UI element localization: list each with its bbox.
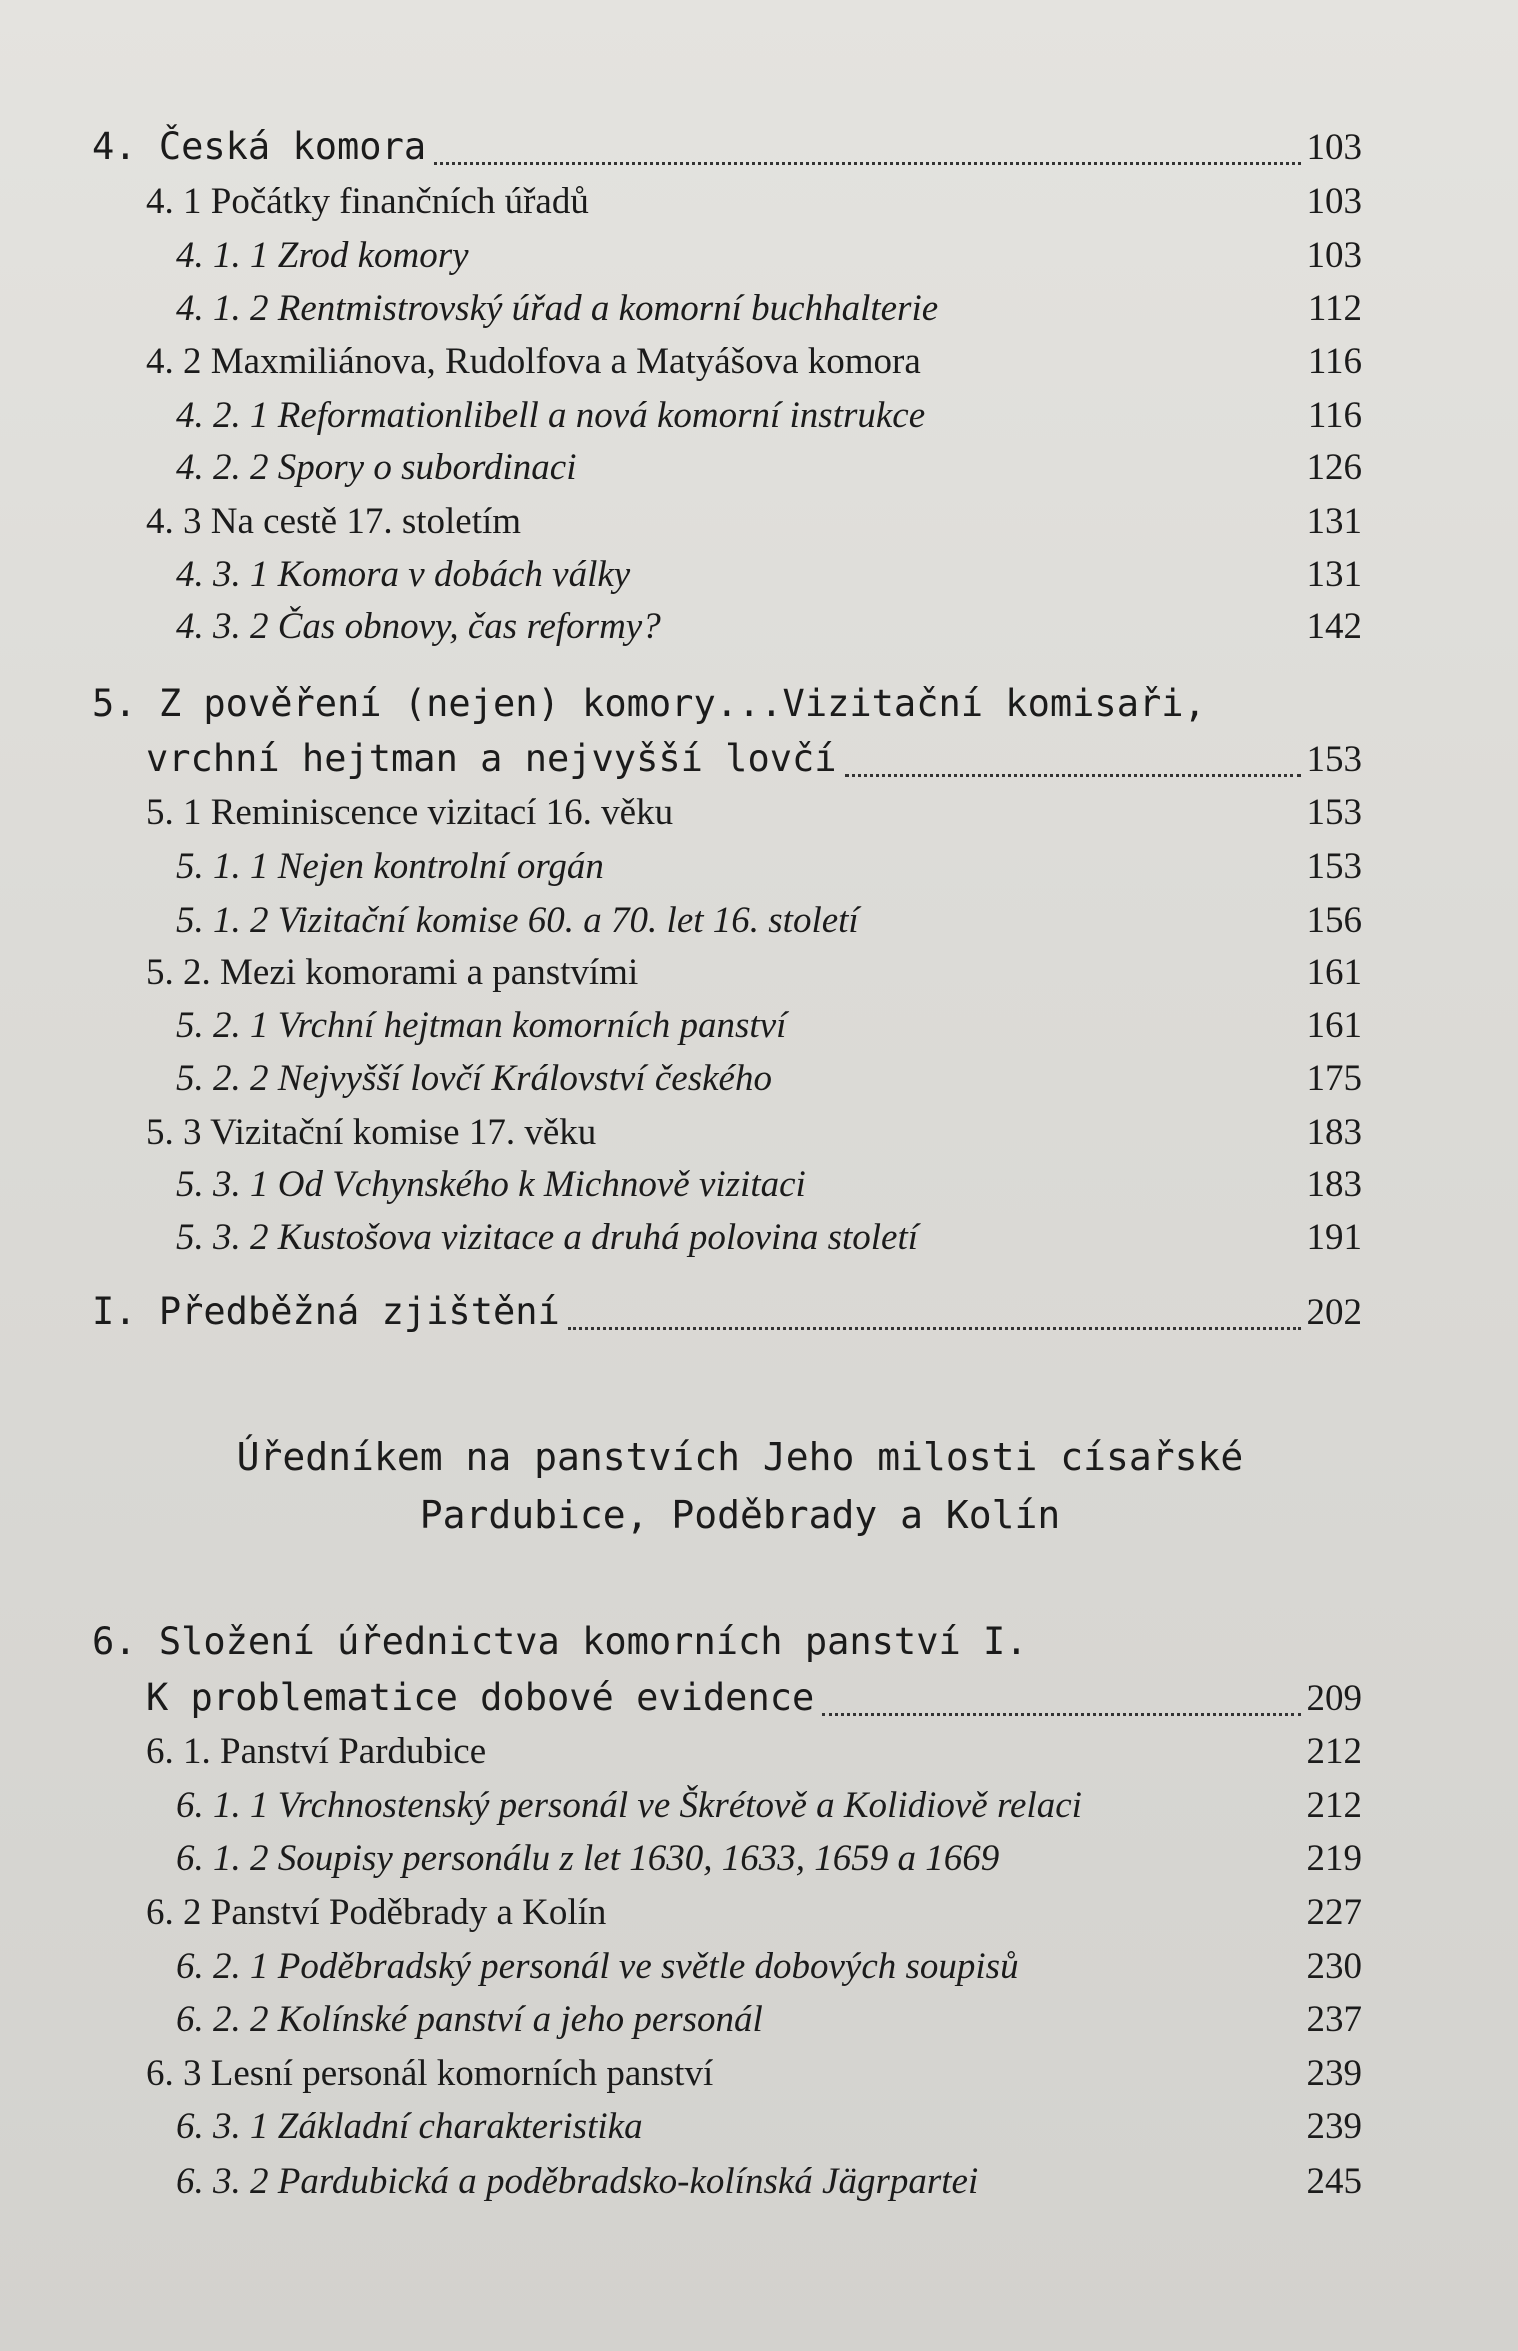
toc-entry bbox=[176, 287, 1362, 337]
toc-entry-title: 6. 2 Panství Poděbrady a Kolín bbox=[146, 1892, 607, 1933]
toc-entry bbox=[176, 845, 1362, 895]
toc-entry-title: 4. 3. 2 Čas obnovy, čas reformy? bbox=[176, 606, 661, 647]
toc-entry bbox=[176, 553, 1362, 603]
toc-entry-title: 6. Složení úřednictva komorních panství I. bbox=[92, 1620, 1028, 1663]
toc-entry-page-number: 237 bbox=[1306, 1999, 1362, 2040]
toc-entry-page-number: 153 bbox=[1306, 739, 1362, 780]
toc-entry-title: 4. Česká komora bbox=[92, 125, 427, 168]
toc-entry bbox=[176, 1163, 1362, 1213]
part-heading-line-1: Úředníkem na panstvích Jeho milosti císařské bbox=[236, 1435, 1244, 1479]
toc-entry bbox=[146, 500, 1362, 550]
toc-entry-title: 5. 1. 2 Vizitační komise 60. a 70. let 16. století bbox=[176, 900, 859, 941]
dot-leader bbox=[845, 773, 1301, 777]
toc-entry-title: 6. 3. 2 Pardubická a poděbradsko-kolínská Jägrpartei bbox=[176, 2161, 979, 2202]
toc-entry-page-number: 153 bbox=[1306, 846, 1362, 887]
toc-entry bbox=[176, 1998, 1362, 2048]
toc-entry-page-number: 103 bbox=[1306, 181, 1362, 222]
dot-leader bbox=[822, 1712, 1300, 1716]
toc-entry bbox=[176, 1216, 1362, 1266]
toc-entry bbox=[146, 1730, 1362, 1780]
toc-entry-title: 4. 1 Počátky finančních úřadů bbox=[146, 181, 589, 222]
toc-entry-title: 6. 1. 1 Vrchnostenský personál ve Škrétově a Kolidiově relaci bbox=[176, 1785, 1082, 1826]
toc-entry-title: 6. 1. 2 Soupisy personálu z let 1630, 1633, 1659 a 1669 bbox=[176, 1838, 1000, 1879]
toc-entry-title: 4. 1. 2 Rentmistrovský úřad a komorní buchhalterie bbox=[176, 288, 939, 329]
toc-entry-title: K problematice dobové evidence bbox=[146, 1676, 815, 1719]
toc-entry-page-number: 239 bbox=[1306, 2106, 1362, 2147]
toc-entry bbox=[146, 180, 1362, 230]
toc-entry-title: 4. 3 Na cestě 17. stoletím bbox=[146, 501, 522, 542]
toc-entry bbox=[176, 234, 1362, 284]
toc-entry-title: 4. 2. 1 Reformationlibell a nová komorní instrukce bbox=[176, 395, 926, 436]
toc-entry-title: 4. 1. 1 Zrod komory bbox=[176, 235, 469, 276]
toc-entry-page-number: 103 bbox=[1306, 127, 1362, 168]
toc-entry bbox=[176, 1945, 1362, 1995]
toc-entry bbox=[176, 899, 1362, 949]
toc-entry-title: 5. 2. Mezi komorami a panstvími bbox=[146, 952, 639, 993]
toc-entry bbox=[146, 1676, 1362, 1726]
toc-entry-title: 5. 3. 2 Kustošova vizitace a druhá polovina století bbox=[176, 1217, 919, 1258]
toc-entry-page-number: 142 bbox=[1306, 606, 1362, 647]
toc-entry bbox=[146, 340, 1362, 390]
toc-entry-page-number: 202 bbox=[1306, 1292, 1362, 1333]
toc-entry-title: 5. 2. 2 Nejvyšší lovčí Království českého bbox=[176, 1058, 772, 1099]
toc-entry-title: 5. 1. 1 Nejen kontrolní orgán bbox=[176, 846, 604, 887]
toc-entry bbox=[146, 2052, 1362, 2102]
toc-entry-title: I. Předběžná zjištění bbox=[92, 1290, 560, 1333]
toc-entry bbox=[92, 125, 1362, 175]
toc-entry-page-number: 183 bbox=[1306, 1164, 1362, 1205]
toc-entry-title: 5. 2. 1 Vrchní hejtman komorních panství bbox=[176, 1005, 787, 1046]
toc-entry-page-number: 191 bbox=[1306, 1217, 1362, 1258]
toc-entry-page-number: 230 bbox=[1306, 1946, 1362, 1987]
toc-entry bbox=[176, 1057, 1362, 1107]
toc-entry-page-number: 175 bbox=[1306, 1058, 1362, 1099]
toc-entry-page-number: 116 bbox=[1307, 395, 1362, 436]
toc-entry bbox=[146, 737, 1362, 787]
toc-entry bbox=[176, 2105, 1362, 2155]
toc-entry-title: vrchní hejtman a nejvyšší lovčí bbox=[146, 737, 837, 780]
part-heading-line-2: Pardubice, Poděbrady a Kolín bbox=[419, 1493, 1061, 1537]
toc-entry-page-number: 131 bbox=[1306, 554, 1362, 595]
toc-entry-title: 4. 3. 1 Komora v dobách války bbox=[176, 554, 631, 595]
toc-entry bbox=[176, 394, 1362, 444]
toc-entry-page-number: 245 bbox=[1306, 2161, 1362, 2202]
dot-leader bbox=[434, 161, 1300, 165]
toc-entry bbox=[146, 1111, 1362, 1161]
toc-entry bbox=[176, 1837, 1362, 1887]
toc-entry-page-number: 219 bbox=[1306, 1838, 1362, 1879]
toc-entry bbox=[176, 1004, 1362, 1054]
toc-entry-page-number: 153 bbox=[1306, 792, 1362, 833]
toc-entry-title: 6. 2. 1 Poděbradský personál ve světle dobových soupisů bbox=[176, 1946, 1019, 1987]
toc-entry bbox=[92, 682, 1362, 732]
toc-entry-page-number: 212 bbox=[1306, 1785, 1362, 1826]
toc-entry bbox=[146, 791, 1362, 841]
toc-entry bbox=[176, 1784, 1362, 1834]
toc-entry-page-number: 212 bbox=[1306, 1731, 1362, 1772]
toc-entry-page-number: 161 bbox=[1306, 1005, 1362, 1046]
toc-entry-page-number: 112 bbox=[1307, 288, 1362, 329]
toc-entry bbox=[176, 446, 1362, 496]
toc-entry-page-number: 116 bbox=[1307, 341, 1362, 382]
toc-entry bbox=[176, 605, 1362, 655]
toc-entry-title: 4. 2. 2 Spory o subordinaci bbox=[176, 447, 577, 488]
toc-entry-page-number: 227 bbox=[1306, 1892, 1362, 1933]
toc-entry-title: 5. 3 Vizitační komise 17. věku bbox=[146, 1112, 597, 1153]
toc-entry-page-number: 161 bbox=[1306, 952, 1362, 993]
toc-entry-title: 5. Z pověření (nejen) komory...Vizitační komisaři, bbox=[92, 682, 1206, 725]
toc-entry-title: 6. 1. Panství Pardubice bbox=[146, 1731, 487, 1772]
toc-entry bbox=[92, 1290, 1362, 1340]
toc-entry-page-number: 183 bbox=[1306, 1112, 1362, 1153]
toc-entry-page-number: 131 bbox=[1306, 501, 1362, 542]
toc-entry-title: 5. 1 Reminiscence vizitací 16. věku bbox=[146, 792, 674, 833]
toc-entry-title: 6. 3. 1 Základní charakteristika bbox=[176, 2106, 643, 2147]
dot-leader bbox=[568, 1326, 1301, 1330]
toc-entry-page-number: 126 bbox=[1306, 447, 1362, 488]
toc-entry-title: 5. 3. 1 Od Vchynského k Michnově vizitaci bbox=[176, 1164, 806, 1205]
toc-entry-title: 4. 2 Maxmiliánova, Rudolfova a Matyášova komora bbox=[146, 341, 921, 382]
toc-entry bbox=[146, 951, 1362, 1001]
toc-entry bbox=[92, 1620, 1362, 1670]
toc-entry-title: 6. 2. 2 Kolínské panství a jeho personál bbox=[176, 1999, 763, 2040]
toc-entry bbox=[176, 2160, 1362, 2210]
toc-entry bbox=[146, 1891, 1362, 1941]
toc-entry-page-number: 156 bbox=[1306, 900, 1362, 941]
toc-entry-page-number: 209 bbox=[1306, 1678, 1362, 1719]
toc-entry-page-number: 239 bbox=[1306, 2053, 1362, 2094]
toc-entry-page-number: 103 bbox=[1306, 235, 1362, 276]
toc-entry-title: 6. 3 Lesní personál komorních panství bbox=[146, 2053, 714, 2094]
part-heading bbox=[150, 1428, 1330, 1544]
